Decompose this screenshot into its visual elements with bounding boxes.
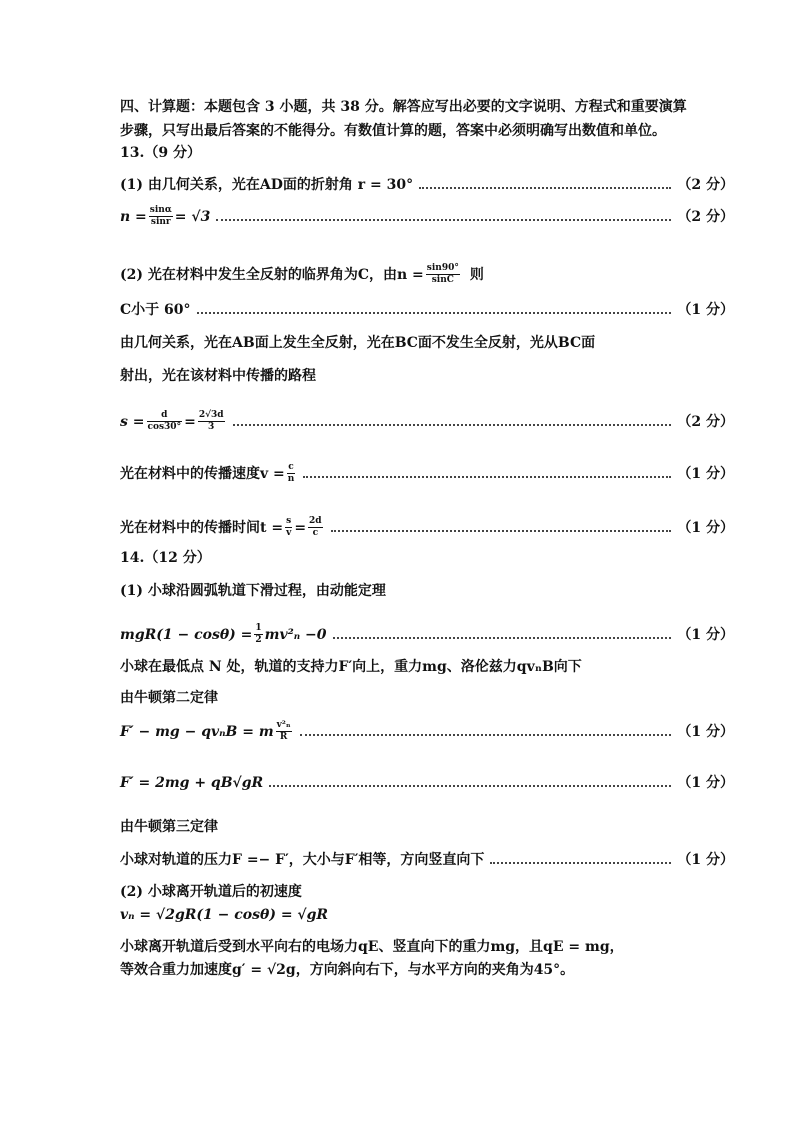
q13-title: 13.（9 分） xyxy=(120,145,201,161)
section-header-line-2: 步骤，只写出最后答案的不能得分。有数值计算的题，答案中必须明确写出数值和单位。 xyxy=(120,123,666,139)
q13-speed-eq xyxy=(120,462,734,485)
q13-critical-angle xyxy=(120,300,734,320)
score: （1 分） xyxy=(677,519,734,536)
q14-force-analysis: 小球在最低点 N 处，轨道的支持力F′向上，重力mg、洛伦兹力qvₙB向下 xyxy=(120,659,582,675)
q13-part1-text: (1) 由几何关系，光在AD面的折射角 r = 30° xyxy=(120,177,414,193)
q13-path-eq xyxy=(120,410,734,433)
q14-support-force-result xyxy=(120,773,734,793)
leader-dots xyxy=(216,219,671,221)
eq-lhs: mgR(1 − cosθ) = xyxy=(120,626,253,643)
fraction: $\frac{c}{n}$ xyxy=(287,462,295,484)
q13-part2-then: 则 xyxy=(469,266,484,283)
leader-dots xyxy=(269,785,671,787)
score: （1 分） xyxy=(677,302,734,318)
eq-result: F′ = 2mg + qB√gR xyxy=(120,775,264,791)
leader-dots xyxy=(490,862,671,864)
score: （1 分） xyxy=(677,775,734,791)
q14-part1-text: (1) 小球沿圆弧轨道下滑过程，由动能定理 xyxy=(120,583,386,599)
q13-refractive-index-eq xyxy=(120,205,734,228)
score: （2 分） xyxy=(677,177,734,193)
leader-dots xyxy=(303,476,671,478)
q14-newton3-label: 由牛顿第三定律 xyxy=(120,819,218,835)
q13-part1-line xyxy=(120,175,734,195)
fraction: $\frac{s}{v}$ xyxy=(286,516,292,538)
q13-speed-text: 光在材料中的传播速度v = xyxy=(120,465,285,482)
score: （2 分） xyxy=(677,413,734,430)
q13-part2-line xyxy=(120,263,734,286)
score: （1 分） xyxy=(677,626,734,643)
fraction: $\frac{\sin 90^\circ}{\sin C}$ xyxy=(426,263,459,285)
fraction: $\frac{2d}{c}$ xyxy=(309,516,322,538)
q13-c-text: C小于 60° xyxy=(120,302,191,318)
section-header-line-1: 四、计算题：本题包含 3 小题，共 38 分。解答应写出必要的文字说明、方程式和重要演算 xyxy=(120,99,687,115)
score: （2 分） xyxy=(677,208,734,225)
leader-dots xyxy=(233,424,672,426)
q13-time-text: 光在材料中的传播时间t = xyxy=(120,519,284,536)
leader-dots xyxy=(331,530,672,532)
eq-lhs: F′ − mg − qvₙB = m xyxy=(120,723,274,740)
score: （1 分） xyxy=(677,852,734,868)
fraction: $\frac{2√3d}{3}$ xyxy=(198,410,224,432)
eq-equals: = xyxy=(184,413,196,430)
eq-equals: = xyxy=(294,519,307,536)
q14-pressure-text: 小球对轨道的压力F =− F′，大小与F′相等，方向竖直向下 xyxy=(120,852,485,868)
q14-title: 14.（12 分） xyxy=(120,550,211,566)
q13-geometry-line-2: 射出，光在该材料中传播的路程 xyxy=(120,368,316,384)
q14-newton2-label: 由牛顿第二定律 xyxy=(120,690,218,706)
eq-lhs: s = xyxy=(120,413,145,430)
leader-dots xyxy=(333,637,672,639)
q14-part2-text: (2) 小球离开轨道后的初速度 xyxy=(120,884,302,900)
fraction: $\frac{\text{v²ₙ}}{R}$ xyxy=(276,720,291,742)
q13-geometry-line-1: 由几何关系，光在AB面上发生全反射，光在BC面不发生全反射，光从BC面 xyxy=(120,335,596,351)
q13-time-eq xyxy=(120,516,734,539)
q14-energy-eq xyxy=(120,623,734,646)
score: （1 分） xyxy=(677,465,734,482)
fraction: $\frac{1}{2}$ xyxy=(255,623,262,645)
leader-dots xyxy=(197,312,672,314)
q13-part2-text: (2) 光在材料中发生全反射的临界角为C，由n = xyxy=(120,266,424,283)
eq-rhs: = √3 xyxy=(174,208,211,225)
q14-pressure-line xyxy=(120,850,734,870)
leader-dots xyxy=(300,734,672,736)
fraction: $\frac{d}{\cos 30^\circ}$ xyxy=(147,410,182,432)
q14-after-line-2: 等效合重力加速度g′ = √2g，方向斜向右下，与水平方向的夹角为45°。 xyxy=(120,962,575,978)
fraction: $\frac{\sin\alpha}{\sin r}$ xyxy=(149,205,172,227)
eq-lhs: n = xyxy=(120,208,147,225)
q14-newton2-eq xyxy=(120,720,734,743)
q14-initial-speed-eq: vₙ = √2gR(1 − cosθ) = √gR xyxy=(120,907,329,923)
leader-dots xyxy=(419,187,671,189)
eq-rhs: mv²ₙ −0 xyxy=(264,626,327,643)
q14-after-line-1: 小球离开轨道后受到水平向右的电场力qE、竖直向下的重力mg，且qE = mg， xyxy=(120,939,624,955)
score: （1 分） xyxy=(677,723,734,740)
